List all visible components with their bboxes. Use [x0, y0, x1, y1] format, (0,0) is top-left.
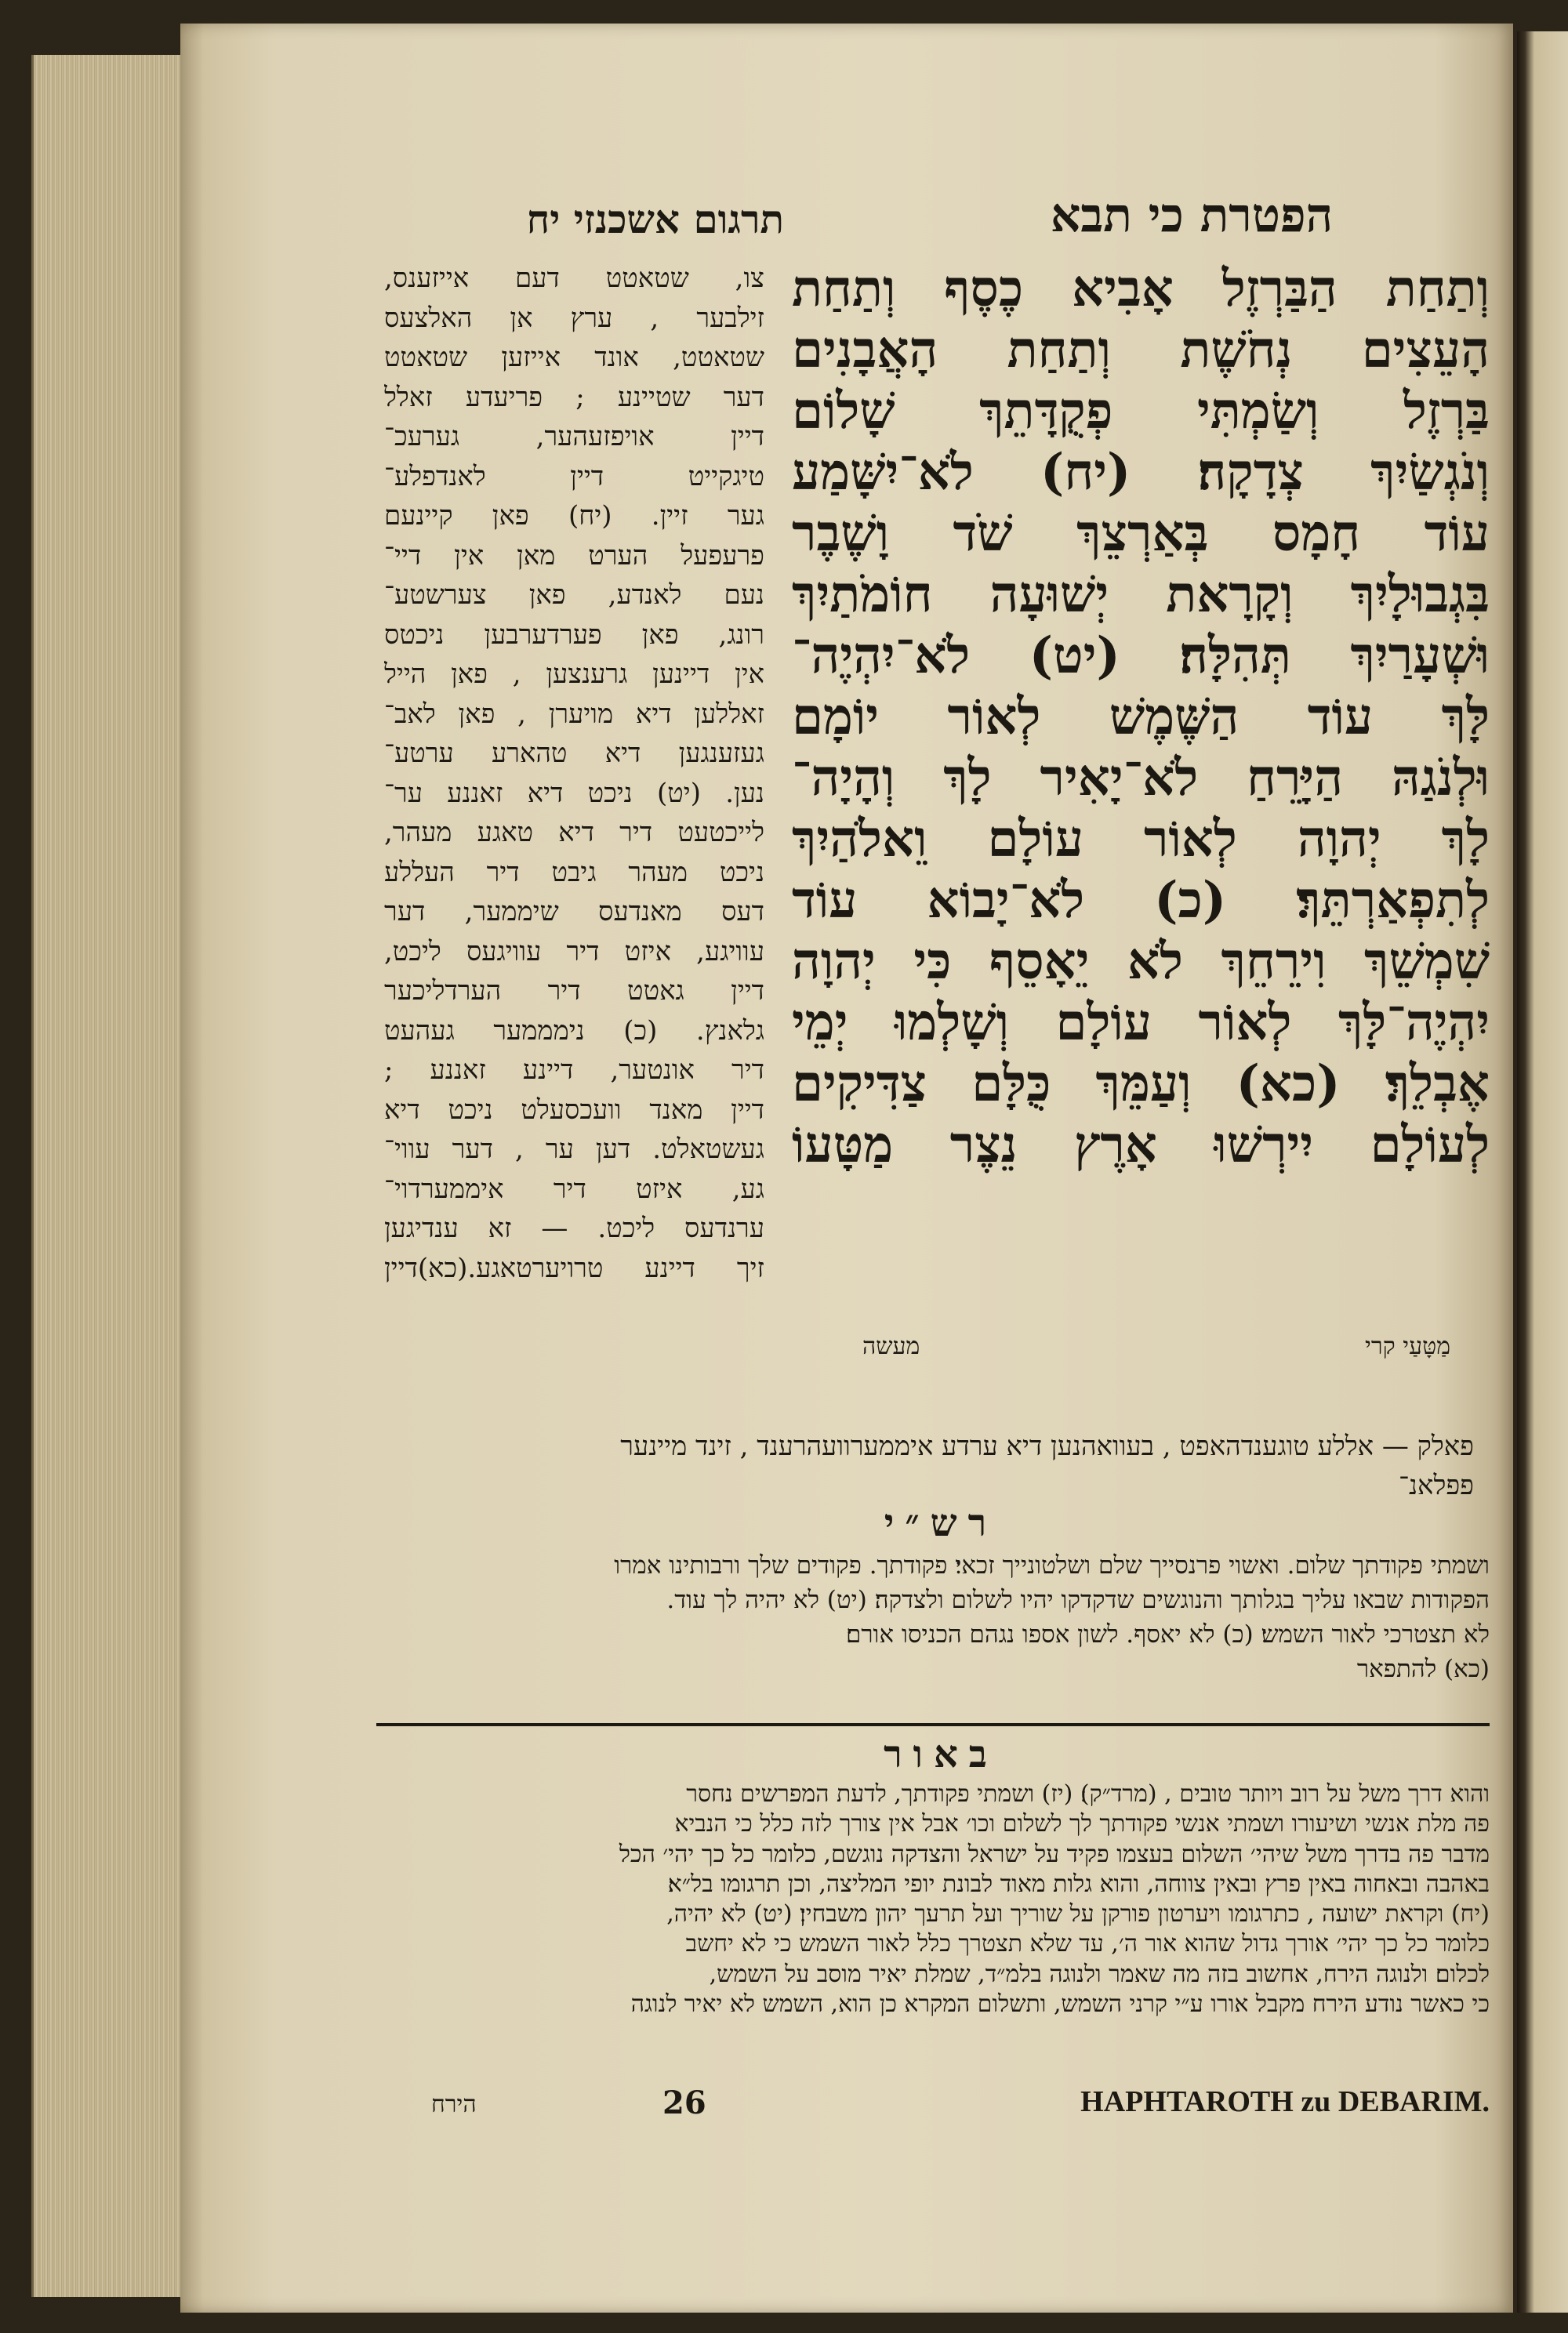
biur-line: כלומר כל כך יהי׳ אורך גדול שהוא אור ה׳, עד שלא תצטרך כלל לאור השמש כי לא יחשב: [685, 1930, 1490, 1958]
main-text-line: לְעוֹלָם יִירְשׁוּ אָרֶץ נֵצֶר מַטָּעוֹ: [792, 1116, 1490, 1174]
translation-line: ניכט מעהר גיבט דיר העללע: [384, 856, 764, 888]
page-number: 26: [662, 2084, 706, 2121]
running-title: HAPHTAROTH zu DEBARIM.: [1080, 2085, 1490, 2118]
header-right-title: הפטרת כי תבא: [1050, 188, 1334, 243]
translation-line: צו, שטאטט דעם אייזענס,: [384, 263, 764, 294]
main-text-line: הָעֵצִים נְחֹשֶׁת וְתַחַת הָאֲבָנִים: [792, 321, 1490, 379]
rashi-line: הפקודות שבאו עליך בגלותך והנוגשים שדקדקו יהיו לשלום ולצדקה׃ (יט) לא יהיה לך עוד.: [666, 1586, 1490, 1614]
section-divider: [376, 1723, 1490, 1726]
translation-line: גלאנץ. (כ) נימממער געהעט: [384, 1014, 764, 1047]
biur-line: לכלום׃ ולנוגה הירח, אחשוב בזה מה שאמר ולנוגה בלמ״ד, שמלת יאיר מוסב על השמש,: [709, 1960, 1490, 1988]
main-text-line: עוֹד חָמָס בְּאַרְצֵךְ שֹׁד וָשֶׁבֶר: [792, 504, 1490, 563]
main-footnote: [800, 1333, 1466, 1368]
translation-line: דיין מאנד וועכסעלט ניכט דיא: [384, 1094, 764, 1126]
translation-line: אין דיינען גרענצען , פאן הייל: [384, 659, 764, 690]
main-text-line: וְנֹגְשַׂיִךְ צְדָקָה׃ (יח) לֹא־יִשָּׁמַע: [792, 443, 1490, 502]
translation-line: שטאטט, אונד אייזען שטאטט: [384, 342, 764, 373]
biur-line: (יח) וקראת ישועה , כתרגומו ויערטון פורקן על שוריך ועל תרעך יהון משבחין׃ (יט) לא יהיה,: [666, 1900, 1490, 1928]
translation-line: טיגקייט דיין לאנדפלע־: [384, 460, 764, 492]
biur-line: באהבה ובאחוה באין פרץ ובאין צווחה, והוא גלות מאוד לבונת יופי המליצה, וכן תרגומו בל״א׃: [667, 1870, 1490, 1898]
main-text-line: שִׁמְשֵׁךְ וִירֵחֵךְ לֹא יֵאָסֵף כִּי יְהוָה: [792, 932, 1490, 991]
header-left-title: תרגום אשכנזי יח: [526, 196, 784, 242]
translation-line: געזענגען דיא טהארע ערטע־: [384, 738, 764, 769]
maaseh-note: מעשה: [862, 1333, 920, 1360]
rashi-line: (כא) להתפאר: [1356, 1655, 1490, 1683]
main-text-line: יִהְיֶה־לָּךְ לְאוֹר עוֹלָם וְשָׁלְמוּ יְמֵי: [792, 993, 1490, 1052]
translation-line: גער זיין. (יח) פאן קיינעם: [384, 500, 764, 532]
main-text-line: וּשְׁעָרַיִךְ תְּהִלָּה׃ (יט) לֹא־יִהְיֶה־: [792, 626, 1490, 685]
kri-note: מַטָּעַי קרי: [1365, 1333, 1450, 1360]
main-text-line: בִּגְבוּלָיִךְ וְקָרָאת יְשׁוּעָה חוֹמֹתַיִךְ: [792, 565, 1490, 624]
translation-line: גע, איזט דיר איממערדוי־: [384, 1173, 764, 1205]
translation-line: דעס מאנדעס שיממער, דער: [384, 896, 764, 927]
translation-line: זאללען דיא מויערן , פאן לאב־: [384, 698, 764, 730]
translation-line: נען. (יט) ניכט דיא זאננע ער־: [384, 777, 764, 809]
main-text-line: לָךְ יְהוָה לְאוֹר עוֹלָם וֵאלֹהַיִךְ: [792, 810, 1490, 869]
biur-line: מדבר פה בדרך משל שיהי׳ השלום בעצמו פקיד על ישראל והצדקה נוגשם, כלומר כל כך יהי׳ הכל: [619, 1840, 1490, 1868]
biur-commentary: [384, 1780, 1490, 2019]
main-text-line: אֶבְלֵךְ׃ (כא) וְעַמֵּךְ כֻּלָּם צַדִּיקִים: [792, 1054, 1490, 1113]
rashi-title: רש״י: [884, 1501, 998, 1545]
translation-line: פאלק — אללע טוגענדהאפט , בעוואהנען דיא ערדע איממערוועהרענד , זינד מיינער: [620, 1431, 1474, 1462]
translation-line: לייכטעט דיר דיא טאגע מעהר,: [384, 817, 764, 848]
biur-line: והוא דרך משל על רוב ויותר טובים , (מרד״ק)׃ (יז) ושמתי פקודתך, לדעת המפרשים נחסר: [686, 1780, 1490, 1808]
translation-column: [384, 259, 764, 1288]
translation-line: פרעפעל הערט מאן אין דיי־: [384, 539, 764, 571]
translation-line: זיך דיינע טרויערטאגע.(כא)דיין: [384, 1252, 764, 1284]
rashi-commentary: [384, 1548, 1490, 1686]
translation-line: דיר אונטער, דיינע זאננע ;: [384, 1054, 764, 1086]
translation-line: דיין אויפזעהער, גערעכ־: [384, 421, 764, 452]
translation-line: פפלאנ־: [1398, 1470, 1474, 1501]
main-text-line: וְתַחַת הַבַּרְזֶל אָבִיא כֶסֶף וְתַחַת: [792, 259, 1490, 318]
translation-line: דיין גאטט דיר הערדליכער: [384, 975, 764, 1007]
main-text-line: לָּךְ עוֹד הַשֶּׁמֶשׁ לְאוֹר יוֹמָם: [792, 688, 1490, 746]
translation-line: רונג, פאן פערדערבען ניכטס: [384, 619, 764, 651]
translation-line: דער שטיינע ; פריעדע זאלל: [384, 381, 764, 413]
page-edges: [31, 55, 198, 2297]
main-text-line: וּלְנֹגַהּ הַיָּרֵחַ לֹא־יָאִיר לָךְ וְהָיָה־: [792, 749, 1490, 807]
translation-line: געשטאלט. דען ער , דער עווי־: [384, 1134, 764, 1165]
biur-title: באור: [884, 1733, 998, 1776]
main-text-line: בַּרְזֶל וְשַׂמְתִּי פְקֻדָּתֵךְ שָׁלוֹם: [792, 382, 1490, 441]
translation-line: זילבער , ערץ אן האלצעס: [384, 302, 764, 334]
main-text-line: לְתִפְאַרְתֵּךְ׃ (כ) לֹא־יָבוֹא עוֹד: [792, 871, 1490, 930]
facing-page-edge: [1517, 31, 1568, 2313]
biur-line: פה מלת אנשי ושיעורו ושמתי אנשי פקודתך לך לשלום וכו׳ אבל אין צורך לזה כלל כי הנביא: [674, 1810, 1490, 1838]
rashi-line: לא תצטרכי לאור השמש׃ (כ) לא יאסף. לשון אספו נגהם הכניסו אורם׃: [845, 1620, 1490, 1649]
main-hebrew-text: [792, 259, 1490, 1176]
translation-line: נעם לאנדע, פאן צערשטע־: [384, 579, 764, 611]
translation-line: עוויגע, איזט דיר עוויגעס ליכט,: [384, 935, 764, 967]
biur-line: כי כאשר נודע הירח מקבל אורו ע״י קרני השמש, ותשלום המקרא כן הוא, השמש לא יאיר לנוגה: [630, 1990, 1490, 2019]
rashi-line: ושמתי פקודתך שלום. ואשוי פרנסייך שלם ושלטונייך זכאי׃ פקודתך. פקודים שלך ורבותינו אמרו: [614, 1551, 1490, 1580]
translation-continuation: [384, 1427, 1474, 1505]
page-footer: [384, 2081, 1490, 2128]
translation-line: ערנדעס ליכט. — זא ענדיגען: [384, 1213, 764, 1244]
catchword: הירח: [431, 2091, 477, 2118]
